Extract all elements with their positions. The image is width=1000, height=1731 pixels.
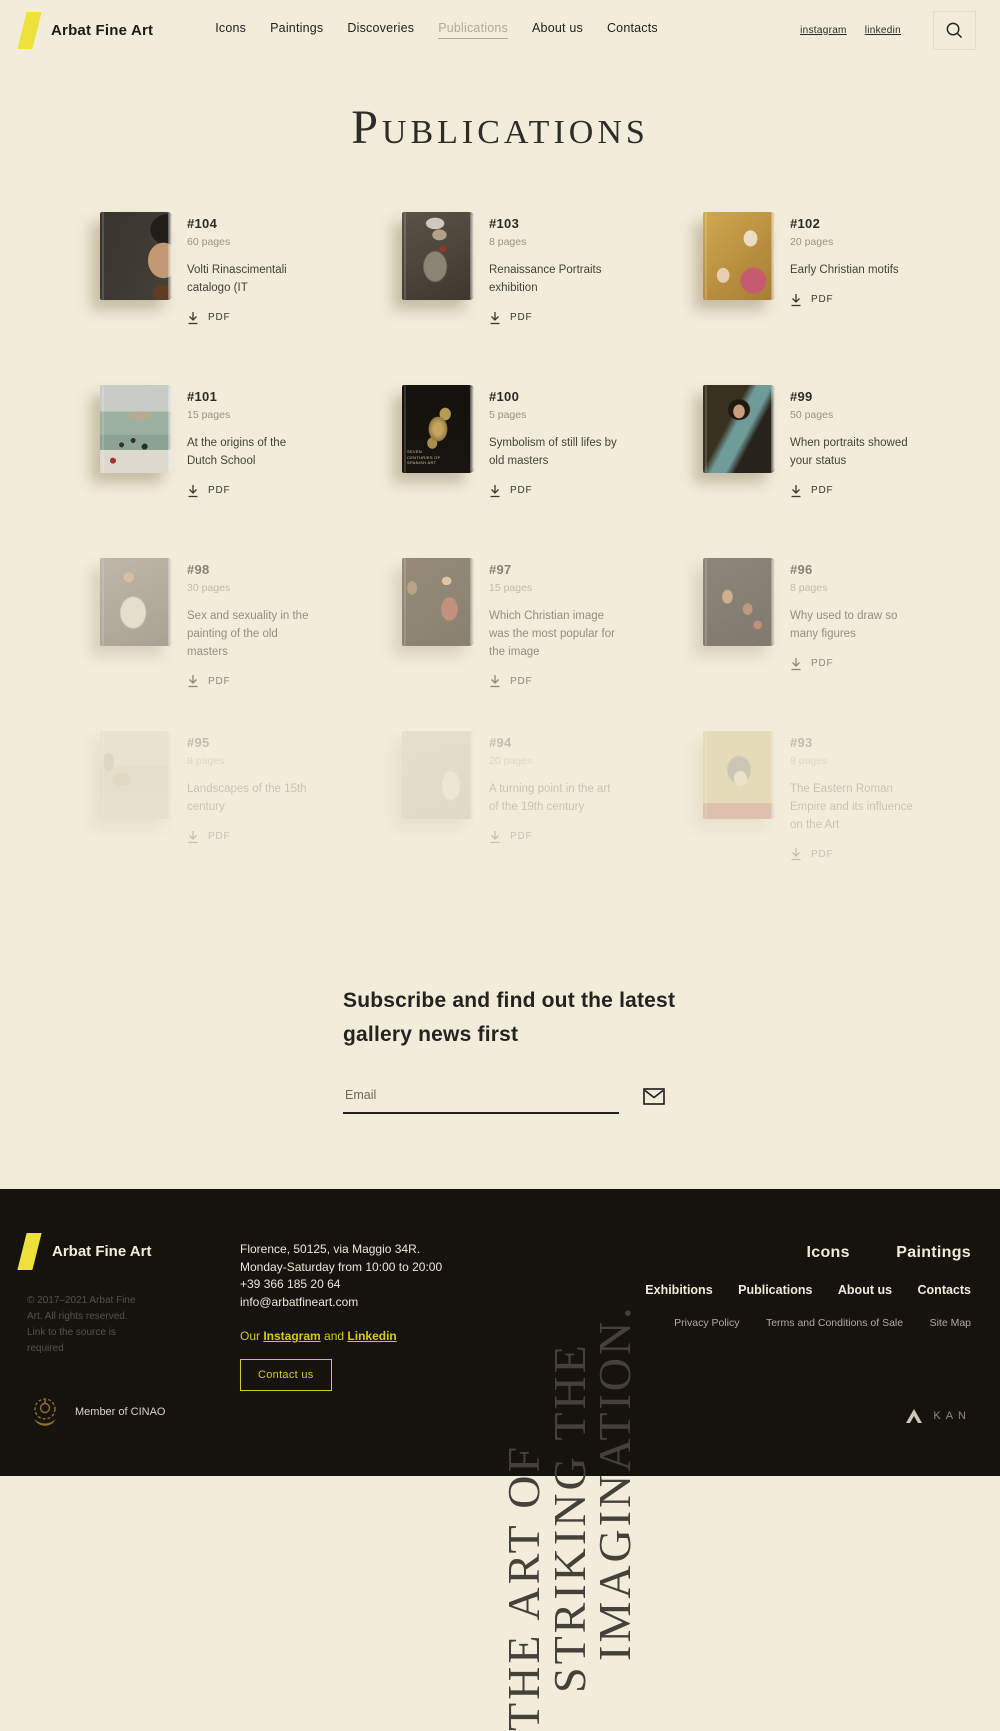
footer-privacy-policy[interactable]: Privacy Policy xyxy=(674,1317,740,1329)
footer-logo-icon xyxy=(17,1233,41,1270)
footer-nav-contacts[interactable]: Contacts xyxy=(917,1283,971,1297)
tagline-line-1: THE ART OF xyxy=(498,1443,549,1731)
pdf-label: PDF xyxy=(208,675,231,687)
publication-title: When portraits showed your status xyxy=(790,437,908,467)
download-icon xyxy=(489,484,501,498)
publication-title: Why used to draw so many figures xyxy=(790,610,898,640)
publication-card-101 xyxy=(100,385,402,558)
publication-title: Symbolism of still lifes by old masters xyxy=(489,437,617,467)
contact-us-button[interactable]: Contact us xyxy=(240,1359,332,1391)
download-icon xyxy=(187,311,199,325)
page-title: Publications xyxy=(351,101,649,154)
publication-title: Landscapes of the 15th century xyxy=(187,783,307,813)
nav-about-us[interactable]: About us xyxy=(532,21,583,35)
download-icon xyxy=(790,484,802,498)
publication-pages: 20 pages xyxy=(489,755,533,767)
pdf-download-link[interactable] xyxy=(790,293,833,307)
pdf-download-link[interactable] xyxy=(790,657,833,671)
social-prefix: Our xyxy=(240,1329,264,1343)
publication-number: #95 xyxy=(187,735,210,750)
footer-nav-icons[interactable]: Icons xyxy=(806,1244,850,1261)
pdf-download-link[interactable] xyxy=(187,311,230,325)
publication-title: The Eastern Roman Empire and its influence on the Art xyxy=(790,783,913,831)
email-line[interactable]: info@arbatfineart.com xyxy=(240,1294,359,1309)
nav-contacts[interactable]: Contacts xyxy=(606,21,658,35)
download-icon xyxy=(790,657,802,671)
site-footer xyxy=(0,1189,1000,1731)
pdf-download-link[interactable] xyxy=(489,674,532,688)
publication-title: Volti Rinascimentali catalogo (IT xyxy=(187,264,287,294)
publication-pages: 50 pages xyxy=(790,409,834,421)
publication-pages: 60 pages xyxy=(187,236,231,248)
pdf-download-link[interactable] xyxy=(790,847,833,861)
footer-brand-name: Arbat Fine Art xyxy=(52,1243,152,1260)
download-icon xyxy=(489,830,501,844)
kan-triangle-icon xyxy=(905,1408,923,1424)
pdf-label: PDF xyxy=(510,485,533,497)
logo-icon xyxy=(17,12,41,49)
cinao-emblem-icon xyxy=(28,1394,62,1430)
main-nav xyxy=(215,21,658,39)
pdf-label: PDF xyxy=(811,848,834,860)
footer-nav-about-us[interactable]: About us xyxy=(837,1283,893,1297)
search-button[interactable] xyxy=(933,11,976,50)
publication-cover[interactable] xyxy=(100,385,172,473)
subscribe-section xyxy=(343,984,683,1114)
brand-name: Arbat Fine Art xyxy=(51,21,154,39)
publication-card-93 xyxy=(703,731,922,904)
pdf-label: PDF xyxy=(510,831,533,843)
publications-grid xyxy=(100,212,913,904)
footer-instagram-link[interactable]: Instagram xyxy=(263,1329,321,1343)
footer-nav-publications[interactable]: Publications xyxy=(738,1283,813,1297)
pdf-download-link[interactable] xyxy=(187,484,230,498)
pdf-download-link[interactable] xyxy=(187,830,230,844)
footer-nav-secondary xyxy=(624,1281,971,1299)
publication-number: #94 xyxy=(489,735,512,750)
footer-member-label: Member of CINAO xyxy=(75,1406,166,1418)
envelope-icon xyxy=(643,1088,665,1105)
pdf-download-link[interactable] xyxy=(187,674,230,688)
publication-title: A turning point in the art of the 19th century xyxy=(489,783,611,813)
publication-card-103 xyxy=(402,212,703,385)
pdf-download-link[interactable] xyxy=(489,311,532,325)
email-input[interactable] xyxy=(343,1088,619,1114)
publication-card-99 xyxy=(703,385,922,558)
publication-pages: 30 pages xyxy=(187,582,231,594)
pdf-label: PDF xyxy=(208,312,231,324)
footer-membership xyxy=(28,1394,165,1430)
publication-cover[interactable] xyxy=(703,731,775,819)
publication-number: #102 xyxy=(790,216,821,231)
publication-cover[interactable] xyxy=(402,385,474,473)
tagline-line-2: STRIKING THE xyxy=(544,1342,595,1693)
pdf-label: PDF xyxy=(510,675,533,687)
download-icon xyxy=(187,830,199,844)
publication-pages: 8 pages xyxy=(790,755,828,767)
subscribe-heading: Subscribe and find out the latest gallery news first xyxy=(343,989,676,1046)
publication-pages: 8 pages xyxy=(187,755,225,767)
publication-card-104 xyxy=(100,212,402,385)
nav-icons[interactable]: Icons xyxy=(215,21,247,35)
pdf-label: PDF xyxy=(811,294,834,306)
pdf-label: PDF xyxy=(811,658,834,670)
kan-logo[interactable] xyxy=(905,1408,971,1424)
download-icon xyxy=(187,674,199,688)
publication-title: Early Christian motifs xyxy=(790,264,899,276)
footer-nav-legal xyxy=(652,1313,971,1331)
publication-number: #99 xyxy=(790,389,813,404)
subscribe-submit-button[interactable] xyxy=(643,1088,665,1114)
publication-pages: 5 pages xyxy=(489,409,527,421)
linkedin-link[interactable]: linkedin xyxy=(864,24,901,36)
publication-number: #96 xyxy=(790,562,813,577)
cover-caption: SEVEN CENTURIES OF SPANISH ART xyxy=(407,449,441,466)
publication-cover[interactable] xyxy=(402,212,474,300)
instagram-link[interactable]: instagram xyxy=(800,24,847,36)
pdf-label: PDF xyxy=(811,485,834,497)
publication-cover[interactable] xyxy=(100,731,172,819)
nav-discoveries[interactable]: Discoveries xyxy=(347,21,415,35)
social-and: and xyxy=(320,1329,348,1343)
publication-title: Sex and sexuality in the painting of the old masters xyxy=(187,610,309,658)
phone-line[interactable]: +39 366 185 20 64 xyxy=(240,1277,341,1291)
pdf-label: PDF xyxy=(208,831,231,843)
publication-card-102 xyxy=(703,212,922,385)
download-icon xyxy=(790,293,802,307)
site-header xyxy=(0,0,1000,60)
download-icon xyxy=(489,674,501,688)
publication-cover[interactable] xyxy=(100,558,172,646)
footer-social xyxy=(240,1329,397,1343)
publication-number: #97 xyxy=(489,562,512,577)
publication-title: At the origins of the Dutch School xyxy=(187,437,287,467)
publication-card-96 xyxy=(703,558,922,731)
publication-cover[interactable] xyxy=(100,212,172,300)
publication-card-94 xyxy=(402,731,703,904)
footer-linkedin-link[interactable]: Linkedin xyxy=(347,1329,397,1343)
search-icon xyxy=(945,21,964,40)
publication-number: #93 xyxy=(790,735,813,750)
brand[interactable] xyxy=(22,12,153,49)
publication-cover[interactable] xyxy=(402,731,474,819)
kan-label: KAN xyxy=(933,1410,971,1422)
publication-number: #103 xyxy=(489,216,520,231)
footer-copyright: © 2017–2021 Arbat Fine Art. All rights reserved. Link to the source is required xyxy=(27,1295,136,1354)
publication-pages: 15 pages xyxy=(489,582,533,594)
publication-pages: 20 pages xyxy=(790,236,834,248)
publication-title: Renaissance Portraits exhibition xyxy=(489,264,602,294)
footer-nav-paintings[interactable]: Paintings xyxy=(896,1244,971,1261)
pdf-download-link[interactable] xyxy=(489,484,532,498)
publication-cover[interactable] xyxy=(703,212,775,300)
publication-card-100 xyxy=(402,385,703,558)
tagline-line-3: IMAGINATION. xyxy=(589,1304,640,1661)
publication-card-98 xyxy=(100,558,402,731)
publication-number: #100 xyxy=(489,389,520,404)
download-icon xyxy=(489,311,501,325)
footer-brand[interactable] xyxy=(22,1233,151,1270)
download-icon xyxy=(790,847,802,861)
publication-card-95 xyxy=(100,731,402,904)
footer-terms[interactable]: Terms and Conditions of Sale xyxy=(765,1317,904,1329)
download-icon xyxy=(187,484,199,498)
publication-number: #101 xyxy=(187,389,218,404)
nav-publications-active[interactable]: Publications xyxy=(438,21,508,39)
publication-title: Which Christian image was the most popular for the image xyxy=(489,610,615,658)
publication-cover[interactable] xyxy=(703,385,775,473)
publication-pages: 15 pages xyxy=(187,409,231,421)
footer-nav-exhibitions[interactable]: Exhibitions xyxy=(645,1283,713,1297)
nav-paintings[interactable]: Paintings xyxy=(270,21,324,35)
address-line: Florence, 50125, via Maggio 34R. xyxy=(240,1242,421,1256)
pdf-download-link[interactable] xyxy=(489,830,532,844)
footer-site-map[interactable]: Site Map xyxy=(929,1317,971,1329)
publication-number: #98 xyxy=(187,562,210,577)
publication-card-97 xyxy=(402,558,703,731)
pdf-label: PDF xyxy=(510,312,533,324)
header-right xyxy=(800,11,976,50)
footer-nav-primary xyxy=(765,1244,971,1262)
publication-number: #104 xyxy=(187,216,218,231)
publication-pages: 8 pages xyxy=(489,236,527,248)
hours-line: Monday-Saturday from 10:00 to 20:00 xyxy=(240,1259,443,1274)
footer-address xyxy=(240,1241,442,1311)
publication-pages: 8 pages xyxy=(790,582,828,594)
publication-cover[interactable] xyxy=(703,558,775,646)
email-row xyxy=(343,1088,683,1114)
pdf-download-link[interactable] xyxy=(790,484,833,498)
publication-cover[interactable] xyxy=(402,558,474,646)
pdf-label: PDF xyxy=(208,485,231,497)
